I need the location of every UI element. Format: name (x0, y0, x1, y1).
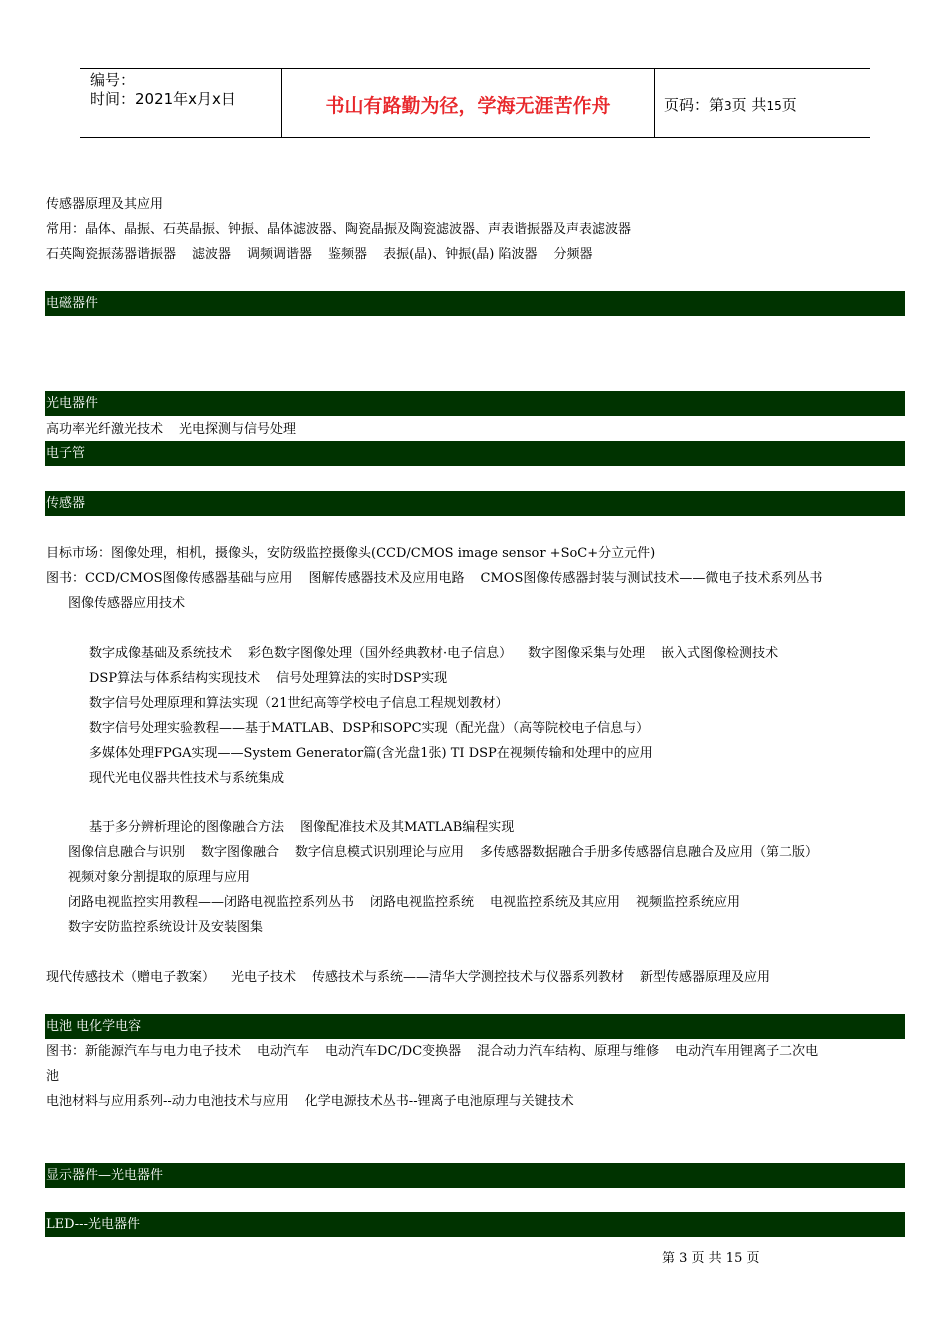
section-bar-led: LED---光电器件 (45, 1212, 905, 1237)
list-item: 表振(晶)、钟振(晶) 陷波器 (383, 247, 538, 262)
sensor-market: 目标市场：图像处理，相机，摄像头，安防级监控摄像头(CCD/CMOS image sensor +SoC+分立元件) (46, 546, 656, 561)
sensor-group2-row (68, 869, 250, 887)
sensor-group1-row (89, 770, 284, 788)
list-item: 信号处理算法的实时DSP实现 (276, 671, 448, 686)
list-item: 图像信息融合与识别 (68, 845, 186, 860)
list-item: 电动汽车用锂离子二次电 (675, 1044, 819, 1059)
section-bar-battery: 电池 电化学电容 (45, 1014, 905, 1039)
sensor-books-line1 (46, 570, 822, 588)
list-item: 数字图像采集与处理 (528, 646, 646, 661)
sensor-group1-row (89, 745, 653, 763)
sensor-group2-first (89, 819, 514, 837)
page-total: 15 (766, 99, 782, 113)
list-item: 现代光电仪器共性技术与系统集成 (89, 771, 285, 786)
list-item: 数字成像基础及系统技术 (89, 646, 233, 661)
list-item: 光电子技术 (231, 970, 297, 985)
page-header (80, 68, 870, 138)
sensor-group1-row (89, 695, 509, 713)
section-bar-display: 显示器件—光电器件 (45, 1163, 905, 1188)
sensor-group1-row (89, 670, 447, 688)
list-item: 视频监控系统应用 (636, 895, 741, 910)
list-item: 数字信息模式识别理论与应用 (295, 845, 465, 860)
list-item: 石英陶瓷振荡器谐振器 (46, 247, 177, 262)
date-label: 时间：2021年x月x日 (90, 90, 236, 108)
list-item: 数字信号处理实验教程——基于MATLAB、DSP和SOPC实现（配光盘）（高等院校电子信息与） (89, 721, 650, 736)
sensor-modern (46, 969, 770, 987)
list-item: 图解传感器技术及应用电路 (308, 571, 465, 586)
list-item: 闭路电视监控实用教程——闭路电视监控系列丛书 (68, 895, 355, 910)
list-item: 电动汽车 (257, 1044, 310, 1059)
list-item: 闭路电视监控系统 (370, 895, 475, 910)
page-suffix: 页 (781, 96, 797, 114)
list-item: DSP算法与体系结构实现技术 (89, 671, 261, 686)
list-item: 高功率光纤激光技术 (46, 422, 164, 437)
battery-books-line2 (46, 1093, 574, 1111)
section-bar-sensor: 传感器 (45, 491, 905, 516)
list-item: 数字安防监控系统设计及安装图集 (68, 920, 264, 935)
list-item: CMOS图像传感器封装与测试技术——微电子技术系列丛书 (480, 571, 823, 586)
sensor-group1-row (89, 645, 778, 663)
list-item: 化学电源技术丛书--锂离子电池原理与关键技术 (304, 1094, 574, 1109)
page-mid: 页 共 (731, 96, 767, 114)
section-bar-tube: 电子管 (45, 441, 905, 466)
list-item: 现代传感技术（赠电子教案） (46, 970, 216, 985)
list-item: 嵌入式图像检测技术 (661, 646, 779, 661)
list-item: 电动汽车DC/DC变换器 (325, 1044, 462, 1059)
intro-title: 传感器原理及其应用 (46, 197, 164, 212)
sensor-books-line2: 图像传感器应用技术 (68, 596, 186, 611)
list-item: 图书：CCD/CMOS图像传感器基础与应用 (46, 571, 293, 586)
list-item: 电视监控系统及其应用 (490, 895, 621, 910)
number-label: 编号： (90, 71, 136, 89)
list-item: 彩色数字图像处理（国外经典教材·电子信息） (248, 646, 513, 661)
list-item: 鉴频器 (328, 247, 368, 262)
list-item: 多传感器数据融合手册多传感器信息融合及应用（第二版） (480, 845, 819, 860)
battery-books-wrap: 池 (46, 1069, 60, 1084)
sensor-group2-row (68, 894, 740, 912)
list-item: 视频对象分割提取的原理与应用 (68, 870, 251, 885)
list-item: 数字图像融合 (201, 845, 280, 860)
header-left (90, 71, 236, 109)
battery-books-line1 (46, 1043, 818, 1061)
intro-items (46, 246, 593, 264)
list-item: 调频调谐器 (247, 247, 313, 262)
list-item: 基于多分辨析理论的图像融合方法 (89, 820, 285, 835)
list-item: 传感技术与系统——清华大学测控技术与仪器系列教材 (312, 970, 625, 985)
sensor-group2-row (68, 919, 263, 937)
page-current: 3 (724, 99, 732, 113)
page-prefix: 页码：第 (664, 96, 725, 114)
motto: 书山有路勤为径，学海无涯苦作舟 (325, 95, 611, 117)
sensor-group2-row (68, 844, 818, 862)
list-item: 混合动力汽车结构、原理与维修 (477, 1044, 660, 1059)
list-item: 多媒体处理FPGA实现——System Generator篇(含光盘1张) TI DSP在视频传输和处理中的应用 (89, 746, 653, 761)
section-bar-electromagnetic: 电磁器件 (45, 291, 905, 316)
list-item: 电池材料与应用系列--动力电池技术与应用 (46, 1094, 289, 1109)
list-item: 光电探测与信号处理 (179, 422, 297, 437)
list-item: 滤波器 (192, 247, 232, 262)
list-item: 新型传感器原理及应用 (640, 970, 771, 985)
page-indicator (664, 94, 797, 115)
page-footer: 第 3 页 共 15 页 (662, 1251, 760, 1266)
list-item: 数字信号处理原理和算法实现（21世纪高等学校电子信息工程规划教材） (89, 696, 509, 711)
list-item: 图书：新能源汽车与电力电子技术 (46, 1044, 242, 1059)
intro-common: 常用：晶体、晶振、石英晶振、钟振、晶体滤波器、陶瓷晶振及陶瓷滤波器、声表谐振器及声表滤波器 (46, 222, 632, 237)
header-divider (654, 69, 655, 137)
list-item: 分频器 (553, 247, 593, 262)
sensor-group1-row (89, 720, 649, 738)
opto-items (46, 421, 296, 439)
list-item: 图像配准技术及其MATLAB编程实现 (300, 820, 515, 835)
section-bar-optoelectronic: 光电器件 (45, 391, 905, 416)
